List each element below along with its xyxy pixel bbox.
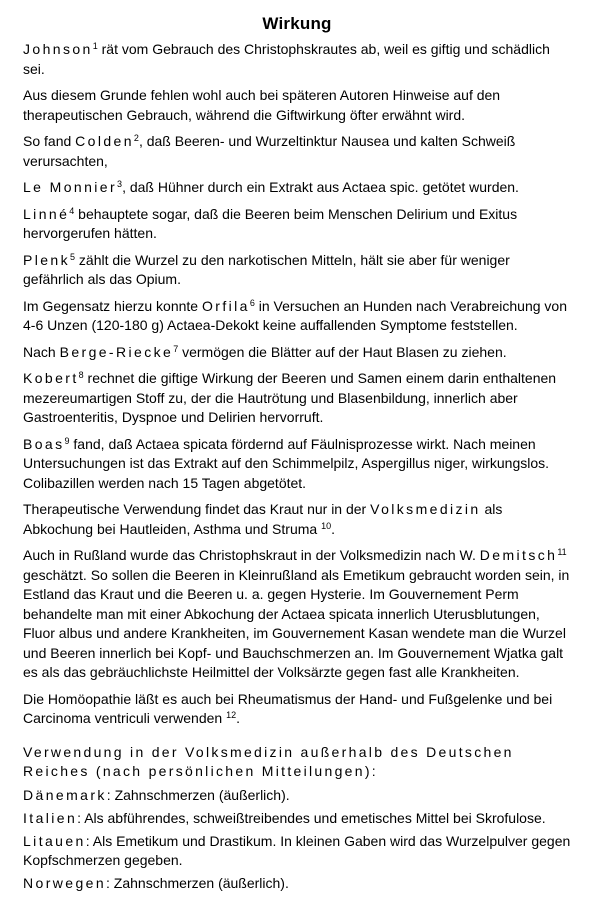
author-name: Johnson [23, 41, 93, 57]
paragraph-text: Therapeutische Verwendung findet das Kraut nur in der [23, 501, 371, 517]
paragraph-text: Aus diesem Grunde fehlen wohl auch bei späteren Autoren Hinweise auf den therapeutischen Gebrauch, während die Giftwirkung öfter erwähnt wird. [23, 87, 501, 123]
footnote-ref: 11 [557, 547, 567, 557]
footnote-ref: 4 [69, 205, 75, 216]
paragraph [23, 690, 571, 729]
paragraph [23, 86, 571, 125]
paragraph-text: Im Gegensatz hierzu konnte [23, 297, 202, 314]
country-name: Dänemark [23, 786, 107, 803]
paragraph [23, 343, 571, 363]
paragraph [23, 546, 571, 683]
author-name: Boas [23, 435, 65, 452]
country-name: Norwegen [23, 874, 107, 891]
country-usage: Zahnschmerzen (äußerlich). [114, 786, 290, 803]
paragraph-text: So fand [23, 133, 76, 149]
footnote-ref: 10 [321, 520, 332, 531]
country-entry: Litauen: Als Emetikum und Drastikum. In kleinen Gaben wird das Wurzelpulver gegen Kopfschmerzen gegeben. [23, 832, 571, 868]
paragraph-text: in Versuchen an Hunden nach Verabreichung von 4-6 Unzen (120-180 g) Actaea-Dekokt keine auffallenden Symptome feststellen. [23, 297, 567, 333]
paragraph-text: , daß Hühner durch ein Extrakt aus Actaea spic. getötet wurden. [122, 179, 519, 195]
footnote-ref: 6 [249, 297, 255, 308]
footnote-ref: 7 [173, 343, 179, 354]
paragraph [23, 500, 571, 539]
paragraph [23, 205, 571, 244]
section-heading: Verwendung in der Volksmedizin außerhalb des Deutschen Reiches (nach persönlichen Mitteilungen): [23, 743, 514, 779]
paragraph-text: Nach [23, 343, 60, 360]
paragraph-text: Die Homöopathie läßt es auch bei Rheumatismus der Hand- und Fußgelenke und bei Carcinoma ventriculi verwenden [23, 690, 553, 726]
author-name: Colden [75, 133, 134, 149]
author-name: Plenk [23, 251, 71, 268]
country-list [23, 786, 571, 893]
paragraph-text: behauptete sogar, daß die Beeren beim Menschen Delirium und Exitus hervorgerufen hätten. [23, 205, 518, 241]
country-name: Litauen [23, 832, 86, 849]
author-name: Le Monnier [23, 179, 118, 195]
paragraph-text: fand, daß Actaea spicata fördernd auf Fäulnisprozesse wirkt. Nach meinen Untersuchungen ist das Extrakt auf den Schimmelpilz, Aspergillus niger, wirkungslos. Colibazillen werden nach 15 Tagen abgetötet. [23, 435, 550, 491]
paragraph [23, 297, 571, 336]
paragraph [23, 178, 571, 198]
footnote-ref: 9 [64, 435, 70, 446]
footnote-ref: 12 [226, 710, 237, 720]
body-text [23, 40, 571, 729]
paragraph-text: Auch in Rußland wurde das Christophskraut in der Volksmedizin nach W. [23, 547, 480, 563]
country-entry: Italien: Als abführendes, schweißtreibendes und emetisches Mittel bei Skrofulose. [23, 809, 546, 826]
paragraph-text: als Abkochung bei Hautleiden, Asthma und Struma [23, 501, 503, 537]
country-entry: Norwegen: Zahnschmerzen (äußerlich). [23, 874, 289, 891]
page-title: Wirkung [262, 14, 332, 33]
author-name: Kobert [23, 370, 79, 386]
paragraph [23, 40, 571, 79]
author-name: Orfila [202, 297, 250, 314]
country-usage: Zahnschmerzen (äußerlich). [113, 874, 289, 891]
author-name: Linné [23, 205, 70, 222]
paragraph-text: rechnet die giftige Wirkung der Beeren und Samen einem darin enthaltenen mezereumartigen Stoff zu, der die Hautrötung und Blasenbildung, innerlich aber Gastroenteritis, Dyspnoe und Delirien hervorruft. [23, 370, 557, 425]
country-usage: Als abführendes, schweißtreibendes und emetisches Mittel bei Skrofulose. [84, 809, 546, 826]
paragraph [23, 132, 571, 171]
paragraph [23, 435, 571, 494]
author-name: Volksmedizin [370, 501, 481, 517]
paragraph [23, 251, 571, 290]
paragraph-text: geschätzt. So sollen die Beeren in Kleinrußland als Emetikum gebraucht worden sein, in Estland das Kraut und die Beeren u. a. gegen Hysterie. Im Gouvernement Perm behandelte man mit einer Abkochung der Actaea spicata innerlich Uterusblutungen, Fluor albus und andere Krankheiten, im Gouvernement Kasan wendete man die Wurzel und Beeren innerlich bei Kopf- und Bauchschmerzen an. Im Gouvernement Wjatka galt es als das gebräuchlichste Heilmittel der Volksärzte gegen fast alle Krankheiten. [23, 566, 570, 680]
author-name: Berge-Riecke [59, 343, 174, 360]
footnote-ref: 3 [117, 179, 123, 189]
country-usage: Als Emetikum und Drastikum. In kleinen Gaben wird das Wurzelpulver gegen Kopfschmerzen gegeben. [23, 832, 571, 868]
paragraph-text: zählt die Wurzel zu den narkotischen Mitteln, hält sie aber für weniger gefährlich als das Opium. [23, 251, 510, 287]
country-entry: Dänemark: Zahnschmerzen (äußerlich). [23, 786, 290, 803]
paragraph-text: rät vom Gebrauch des Christophskrautes ab, weil es giftig und schädlich sei. [23, 41, 550, 77]
footnote-ref: 1 [92, 41, 98, 51]
paragraph-text: vermögen die Blätter auf der Haut Blasen zu ziehen. [178, 343, 507, 360]
footnote-ref: 8 [78, 370, 84, 380]
paragraph-text: , daß Beeren- und Wurzeltinktur Nausea und kalten Schweiß verursachten, [23, 133, 516, 169]
paragraph-text: . [236, 710, 240, 726]
footnote-ref: 5 [70, 251, 76, 262]
country-name: Italien [23, 809, 78, 826]
author-name: Demitsch [479, 547, 558, 563]
paragraph [23, 369, 571, 428]
paragraph-text: . [331, 520, 335, 537]
footnote-ref: 2 [133, 133, 139, 143]
